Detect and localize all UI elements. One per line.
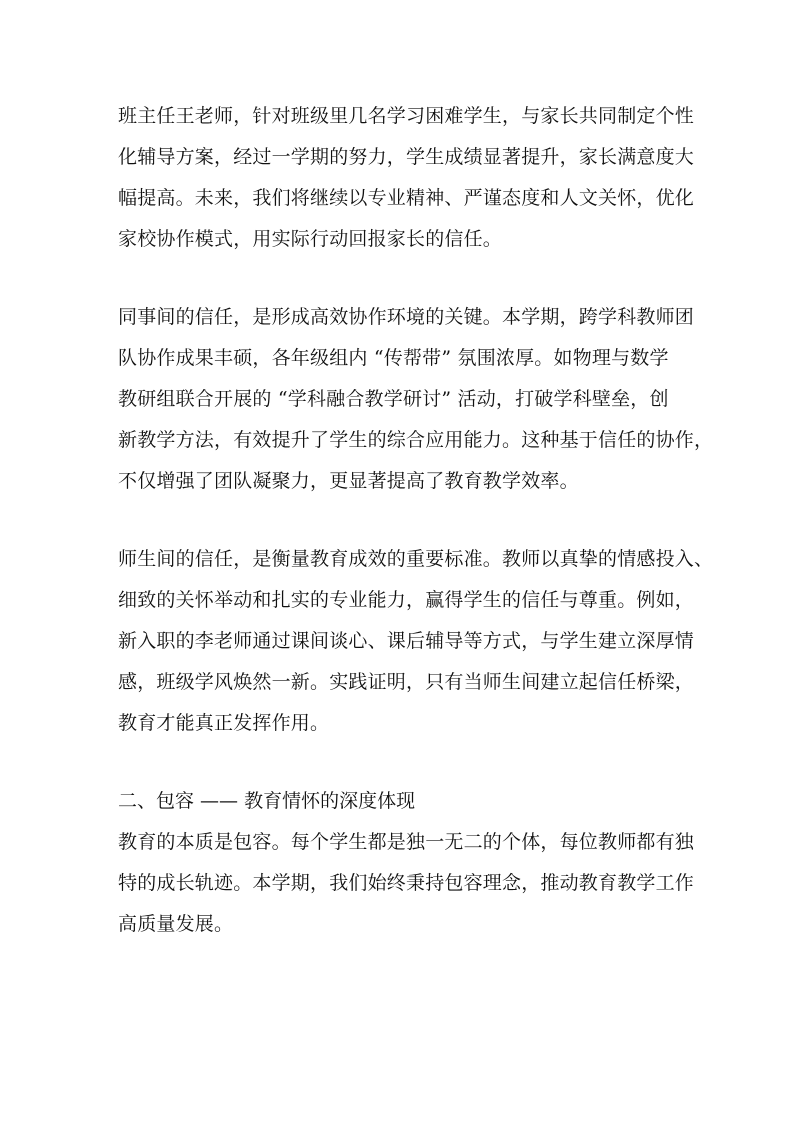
text-line: 化辅导方案，经过一学期的努力，学生成绩显著提升，家长满意度大 <box>118 146 695 168</box>
paragraph-parent-trust <box>118 96 695 260</box>
text-line: 教育的本质是包容。每个学生都是独一无二的个体，每位教师都有独 <box>118 831 695 853</box>
paragraph-colleague-trust <box>118 297 714 502</box>
text-line: 高质量发展。 <box>118 913 234 935</box>
document-body <box>118 96 714 945</box>
text-line: 不仅增强了团队凝聚力，更显著提高了教育教学效率。 <box>118 470 579 492</box>
text-line: 新入职的李老师通过课间谈心、课后辅导等方式，与学生建立深厚情 <box>118 630 695 652</box>
text-line: 班主任王老师，针对班级里几名学习困难学生，与家长共同制定个性 <box>118 105 695 127</box>
section-heading: 二、包容 —— 教育情怀的深度体现 <box>118 790 416 812</box>
paragraph-spacer <box>118 744 686 781</box>
paragraph-spacer <box>118 502 686 539</box>
text-line: 同事间的信任，是形成高效协作环境的关键。本学期，跨学科教师团 <box>118 306 695 328</box>
paragraph-spacer <box>118 260 686 297</box>
text-line: 幅提高。未来，我们将继续以专业精神、严谨态度和人文关怀，优化 <box>118 187 695 209</box>
text-line: 教育才能真正发挥作用。 <box>118 712 330 734</box>
text-line: 家校协作模式，用实际行动回报家长的信任。 <box>118 228 503 250</box>
text-line: 新教学方法，有效提升了学生的综合应用能力。这种基于信任的协作， <box>118 429 714 451</box>
text-line: 细致的关怀举动和扎实的专业能力，赢得学生的信任与尊重。例如， <box>118 589 695 611</box>
text-line: 特的成长轨迹。本学期，我们始终秉持包容理念，推动教育教学工作 <box>118 872 695 894</box>
text-line: 师生间的信任，是衡量教育成效的重要标准。教师以真挚的情感投入、 <box>118 548 714 570</box>
text-line: 教研组联合开展的 “学科融合教学研讨” 活动，打破学科壁垒，创 <box>118 388 669 410</box>
text-line: 队协作成果丰硕，各年级组内 “传帮带” 氛围浓厚。如物理与数学 <box>118 347 669 369</box>
paragraph-teacher-student-trust <box>118 539 714 744</box>
paragraph-inclusion <box>118 822 695 945</box>
text-line: 感，班级学风焕然一新。实践证明，只有当师生间建立起信任桥梁， <box>118 671 695 693</box>
